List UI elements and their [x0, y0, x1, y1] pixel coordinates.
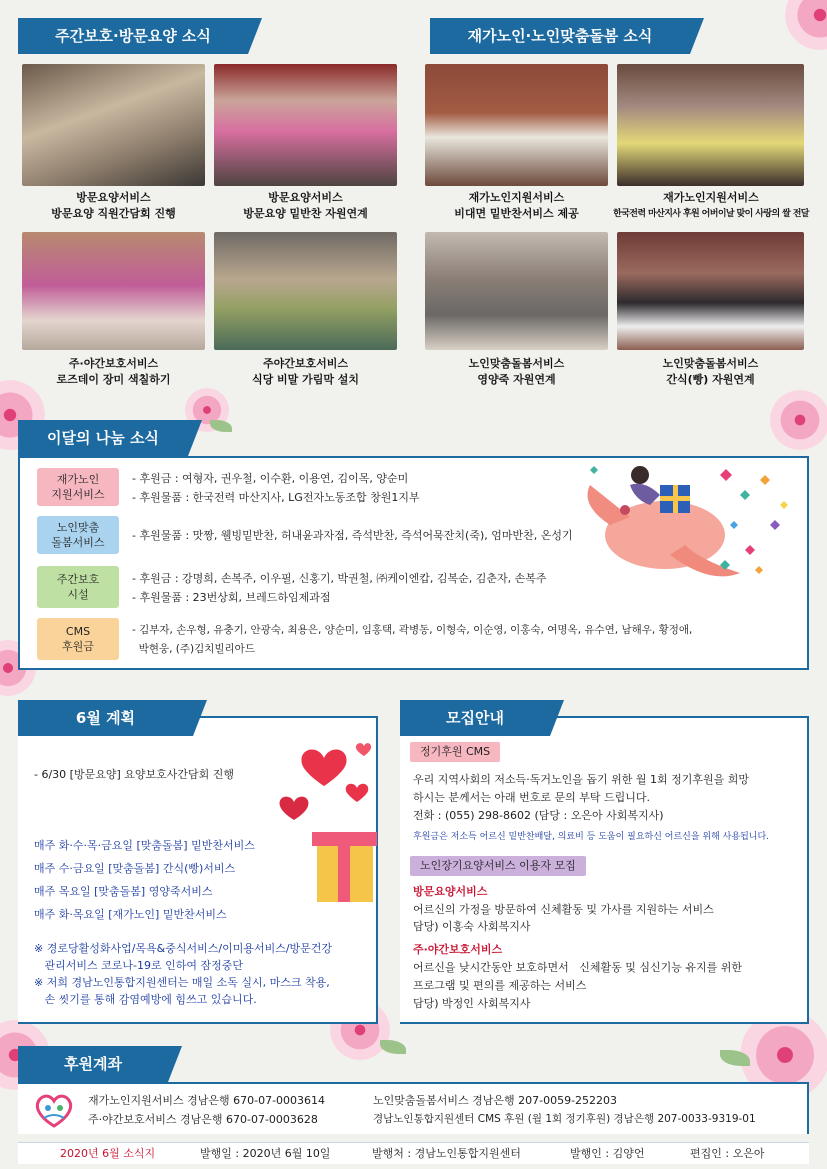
visit-care-contact: 담당) 이홍숙 사회복지사: [413, 920, 531, 933]
section-title-homecare-news: 재가노인·노인맞춤돌봄 소식: [430, 18, 690, 54]
section-title-daycare-news: 주간보호·방문요양 소식: [18, 18, 248, 54]
photo-caption: 주·야간보호서비스 로즈데이 장미 색칠하기: [56, 357, 171, 386]
flower-decoration: [770, 390, 827, 450]
center-logo: [32, 1090, 76, 1130]
cms-tag: 정기후원 CMS: [410, 742, 500, 762]
day-care-desc: 프로그램 및 편의를 제공하는 서비스: [413, 979, 587, 992]
section-title-june-plan: 6월 계획: [18, 700, 193, 736]
photo-caption: 재가노인지원서비스 비대면 밑반찬서비스 제공: [454, 191, 579, 220]
photo-caption: 재가노인지원서비스 한국전력 마산지사 후원 어버이날 맞이 사랑의 쌀 전달: [613, 191, 809, 219]
photo-side-dish: [214, 64, 397, 186]
sharing-line: - 후원물품 : 맛짱, 웰빙밑반찬, 허내윤과자점, 즉석반찬, 즉석어묵잔치(죽), 엄마반찬, 온성기: [132, 529, 573, 542]
plan-note: 관리서비스 코로나-19로 인하여 잠정중단: [34, 959, 243, 972]
account-line: 재가노인지원서비스 경남은행 670-07-0003614: [88, 1094, 326, 1107]
footer-issue: 2020년 6월 소식지: [60, 1147, 156, 1160]
visit-care-title: 방문요양서비스: [413, 885, 488, 898]
day-care-desc: 어르신을 낮시간동안 보호하면서 신체활동 및 심신기능 유지를 위한: [413, 961, 742, 974]
plan-service: 매주 화·수·목·금요일 [맞춤돌봄] 밑반찬서비스: [34, 839, 255, 852]
cms-text: 우리 지역사회의 저소득·독거노인을 돕기 위한 월 1회 정기후원을 희망: [413, 773, 749, 786]
day-care-contact: 담당) 박정인 사회복지사: [413, 997, 531, 1010]
leaf-decoration: [380, 1040, 406, 1054]
photo-staff-meeting: [22, 64, 205, 186]
photo-caption: 방문요양서비스 방문요양 밑반찬 자원연계: [243, 191, 368, 220]
sharing-line: - 후원금 : 강명희, 손복주, 이우필, 신홍기, 박권철, ㈜케이엔캅, 김복순, 김춘자, 손복주: [132, 572, 547, 585]
photo-caption: 방문요양서비스 방문요양 직원간담회 진행: [51, 191, 176, 220]
plan-service: 매주 목요일 [맞춤돌봄] 영양죽서비스: [34, 885, 213, 898]
photo-caption: 노인맞춤돌봄서비스 영양죽 자원연계: [468, 357, 565, 386]
cms-note: 후원금은 저소득 어르신 밑반찬배달, 의료비 등 도움이 필요하신 어르신을 위해 사용됩니다.: [413, 832, 770, 842]
ltc-tag: 노인장기요양서비스 이용자 모집: [410, 856, 586, 876]
photo-dining-partition: [214, 232, 397, 350]
cms-text: 하시는 분께서는 아래 번호로 문의 부탁 드립니다.: [413, 791, 650, 804]
account-line: 경남노인통합지원센터 CMS 후원 (월 1회 정기후원) 경남은행 207-0033-9319-01: [373, 1113, 756, 1125]
sharing-line: - 후원물품 : 23번상회, 브레드하임제과점: [132, 591, 331, 604]
account-line: 주·야간보호서비스 경남은행 670-07-0003628: [88, 1113, 318, 1126]
photo-caption: 노인맞춤돌봄서비스 간식(빵) 자원연계: [662, 357, 759, 386]
section-title-sharing-news: 이달의 나눔 소식: [18, 420, 188, 456]
cms-phone: 전화 : (055) 298-8602 (담당 : 오은아 사회복지사): [413, 809, 664, 822]
photo-caption: 주야간보호서비스 식당 비말 가림막 설치: [251, 357, 360, 386]
sharing-category-label: 주간보호 시설: [37, 566, 119, 608]
section-title-recruit: 모집안내: [400, 700, 550, 736]
flower-decoration: [785, 0, 827, 50]
account-line: 노인맞춤돌봄서비스 경남은행 207-0059-252203: [373, 1094, 618, 1107]
plan-note: 손 씻기를 통해 감염예방에 힘쓰고 있습니다.: [34, 993, 257, 1006]
plan-note: ※ 경로당활성화사업/목욕&중식서비스/이미용서비스/방문건강: [34, 942, 333, 955]
hearts-gift-illustration: [272, 738, 377, 913]
photo-bread: [617, 232, 804, 350]
plan-item: - 6/30 [방문요양] 요양보호사간담회 진행: [34, 768, 235, 781]
plan-note: ※ 저희 경남노인통합지원센터는 매일 소독 실시, 마스크 착용,: [34, 976, 330, 989]
sharing-category-label: 재가노인 지원서비스: [37, 468, 119, 506]
footer-issuer: 발행인 : 김양언: [570, 1147, 645, 1160]
footer-date: 발행일 : 2020년 6월 10일: [200, 1147, 331, 1160]
day-care-title: 주·야간보호서비스: [413, 943, 503, 956]
photo-porridge: [425, 232, 608, 350]
footer-editor: 편집인 : 오은아: [690, 1147, 765, 1160]
footer-publisher: 발행처 : 경남노인통합지원센터: [372, 1147, 521, 1160]
photo-contactless-delivery: [425, 64, 608, 186]
sharing-category-label: CMS 후원금: [37, 618, 119, 660]
visit-care-desc: 어르신의 가정을 방문하여 신체활동 및 가사를 지원하는 서비스: [413, 903, 714, 916]
sharing-line: 박현웅, (주)김치빌리아드: [132, 643, 255, 655]
section-title-donation-account: 후원계좌: [18, 1046, 168, 1082]
bird-illustration: [570, 455, 800, 590]
sharing-category-label: 노인맞춤 돌봄서비스: [37, 516, 119, 554]
sharing-line: - 후원금 : 여형자, 권우철, 이수환, 이용연, 김이목, 양순미: [132, 472, 409, 485]
plan-service: 매주 화·목요일 [재가노인] 밑반찬서비스: [34, 908, 227, 921]
photo-rose-coloring: [22, 232, 205, 350]
sharing-line: - 후원물품 : 한국전력 마산지사, LG전자노동조합 창원1지부: [132, 491, 420, 504]
photo-rice-donation: [617, 64, 804, 186]
sharing-line: - 김부자, 손우형, 유충기, 안광숙, 최용은, 양순미, 임홍택, 곽병동, 이형숙, 이순영, 이홍숙, 여명옥, 유수연, 남해우, 황정애,: [132, 624, 693, 636]
plan-service: 매주 수·금요일 [맞춤돌봄] 간식(빵)서비스: [34, 862, 236, 875]
